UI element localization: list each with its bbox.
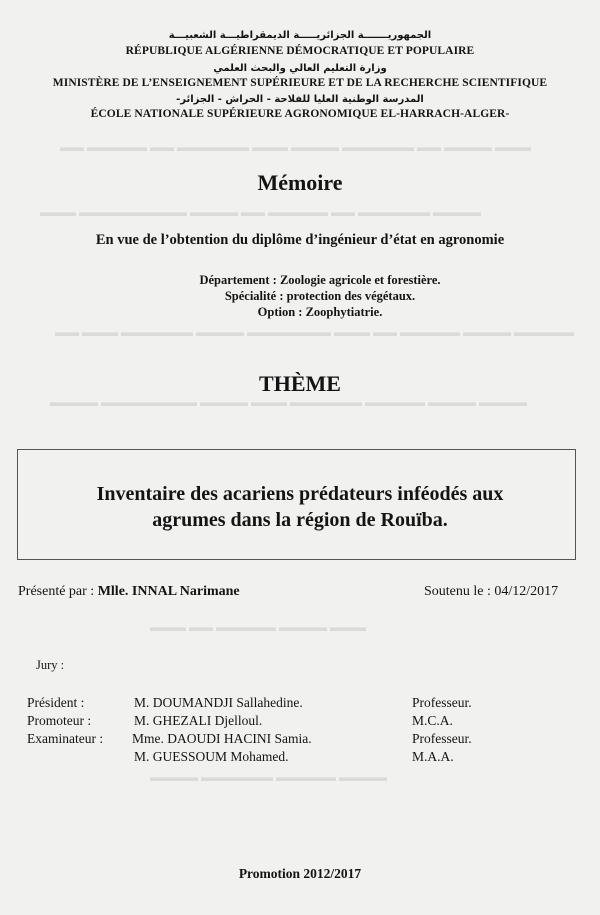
presented-name: Mlle. INNAL Narimane [97, 584, 240, 599]
header-arabic-republic: الجمهوريـــــــة الجزائريـــــة الديمقراطيـــة الشعبيـــة [168, 30, 432, 41]
theme-heading: THÈME [259, 371, 341, 396]
jury-role: Promoteur : [27, 713, 92, 728]
presented-by [18, 584, 240, 600]
bleed-through-text: ▬▬▬▬ ▬▬▬▬▬▬ ▬▬ ▬▬▬▬▬ ▬▬ ▬▬▬▬ ▬▬▬▬▬▬▬▬▬ ▬▬▬ [40, 205, 481, 219]
specialite: Spécialité : protection des végétaux. [224, 289, 416, 303]
presented-label: Présenté par : [18, 584, 95, 599]
jury-grade: M.A.A. [412, 749, 454, 764]
header-arabic-school: المدرسة الوطنية العليا للفلاحة - الحراش - الجزائر- [176, 94, 424, 105]
bleed-through-text: ▬▬▬▬ ▬▬▬▬ ▬▬▬▬▬ ▬▬▬▬▬▬ ▬▬▬ ▬▬▬▬ ▬▬▬▬▬▬▬▬ ▬▬▬▬ [50, 395, 527, 409]
jury-name: M. GHEZALI Djelloul. [134, 713, 263, 728]
header-arabic-ministry: وزارة التعليم العالي والبحث العلمي [213, 63, 387, 74]
jury-grade: Professeur. [412, 695, 472, 710]
jury-name: M. GUESSOUM Mohamed. [134, 749, 289, 764]
bleed-through-text: ▬▬▬ ▬▬▬▬ ▬▬ ▬▬▬▬▬▬ ▬▬▬▬ ▬▬▬ ▬▬▬▬▬▬ ▬▬ ▬▬▬▬▬ ▬▬ [60, 140, 531, 154]
thesis-title-line-1: Inventaire des acariens prédateurs inféodés aux [96, 483, 504, 505]
option: Option : Zoophytiatrie. [257, 305, 383, 319]
jury-label: Jury : [36, 658, 65, 672]
degree-line: En vue de l’obtention du diplôme d’ingénieur d’état en agronomie [95, 232, 505, 248]
jury-role: Président : [27, 695, 85, 710]
jury-name: Mme. DAOUDI HACINI Samia. [132, 731, 312, 746]
bleed-through-text: ▬▬▬▬▬ ▬▬▬▬ ▬▬▬▬▬ ▬▬ ▬▬▬ ▬▬▬▬▬▬▬ ▬▬▬▬ ▬▬▬▬▬▬ ▬▬▬ ▬▬ [55, 325, 574, 339]
promotion: Promotion 2012/2017 [238, 866, 362, 881]
bleed-through-text: ▬▬▬▬ ▬▬▬▬▬ ▬▬▬▬▬▬ ▬▬▬▬ [150, 770, 387, 784]
department: Département : Zoologie agricole et forestière. [199, 273, 441, 287]
jury-name: M. DOUMANDJI Sallahedine. [134, 695, 303, 710]
jury-role: Examinateur : [27, 731, 104, 746]
defense-date: Soutenu le : 04/12/2017 [424, 584, 559, 599]
jury-grade: M.C.A. [412, 713, 453, 728]
jury-grade: Professeur. [412, 731, 472, 746]
bleed-through-text: ▬▬▬ ▬▬▬▬ ▬▬▬▬▬ ▬▬ ▬▬▬ [150, 620, 366, 634]
header-school: ÉCOLE NATIONALE SUPÉRIEURE AGRONOMIQUE EL-HARRACH-ALGER- [90, 108, 510, 120]
header-ministry: MINISTÈRE DE L’ENSEIGNEMENT SUPÉRIEURE ET DE LA RECHERCHE SCIENTIFIQUE [52, 77, 548, 89]
header-republic: RÉPUBLIQUE ALGÉRIENNE DÉMOCRATIQUE ET POPULAIRE [125, 45, 475, 57]
document-type: Mémoire [257, 170, 343, 195]
thesis-title-line-2: agrumes dans la région de Rouïba. [152, 509, 448, 531]
